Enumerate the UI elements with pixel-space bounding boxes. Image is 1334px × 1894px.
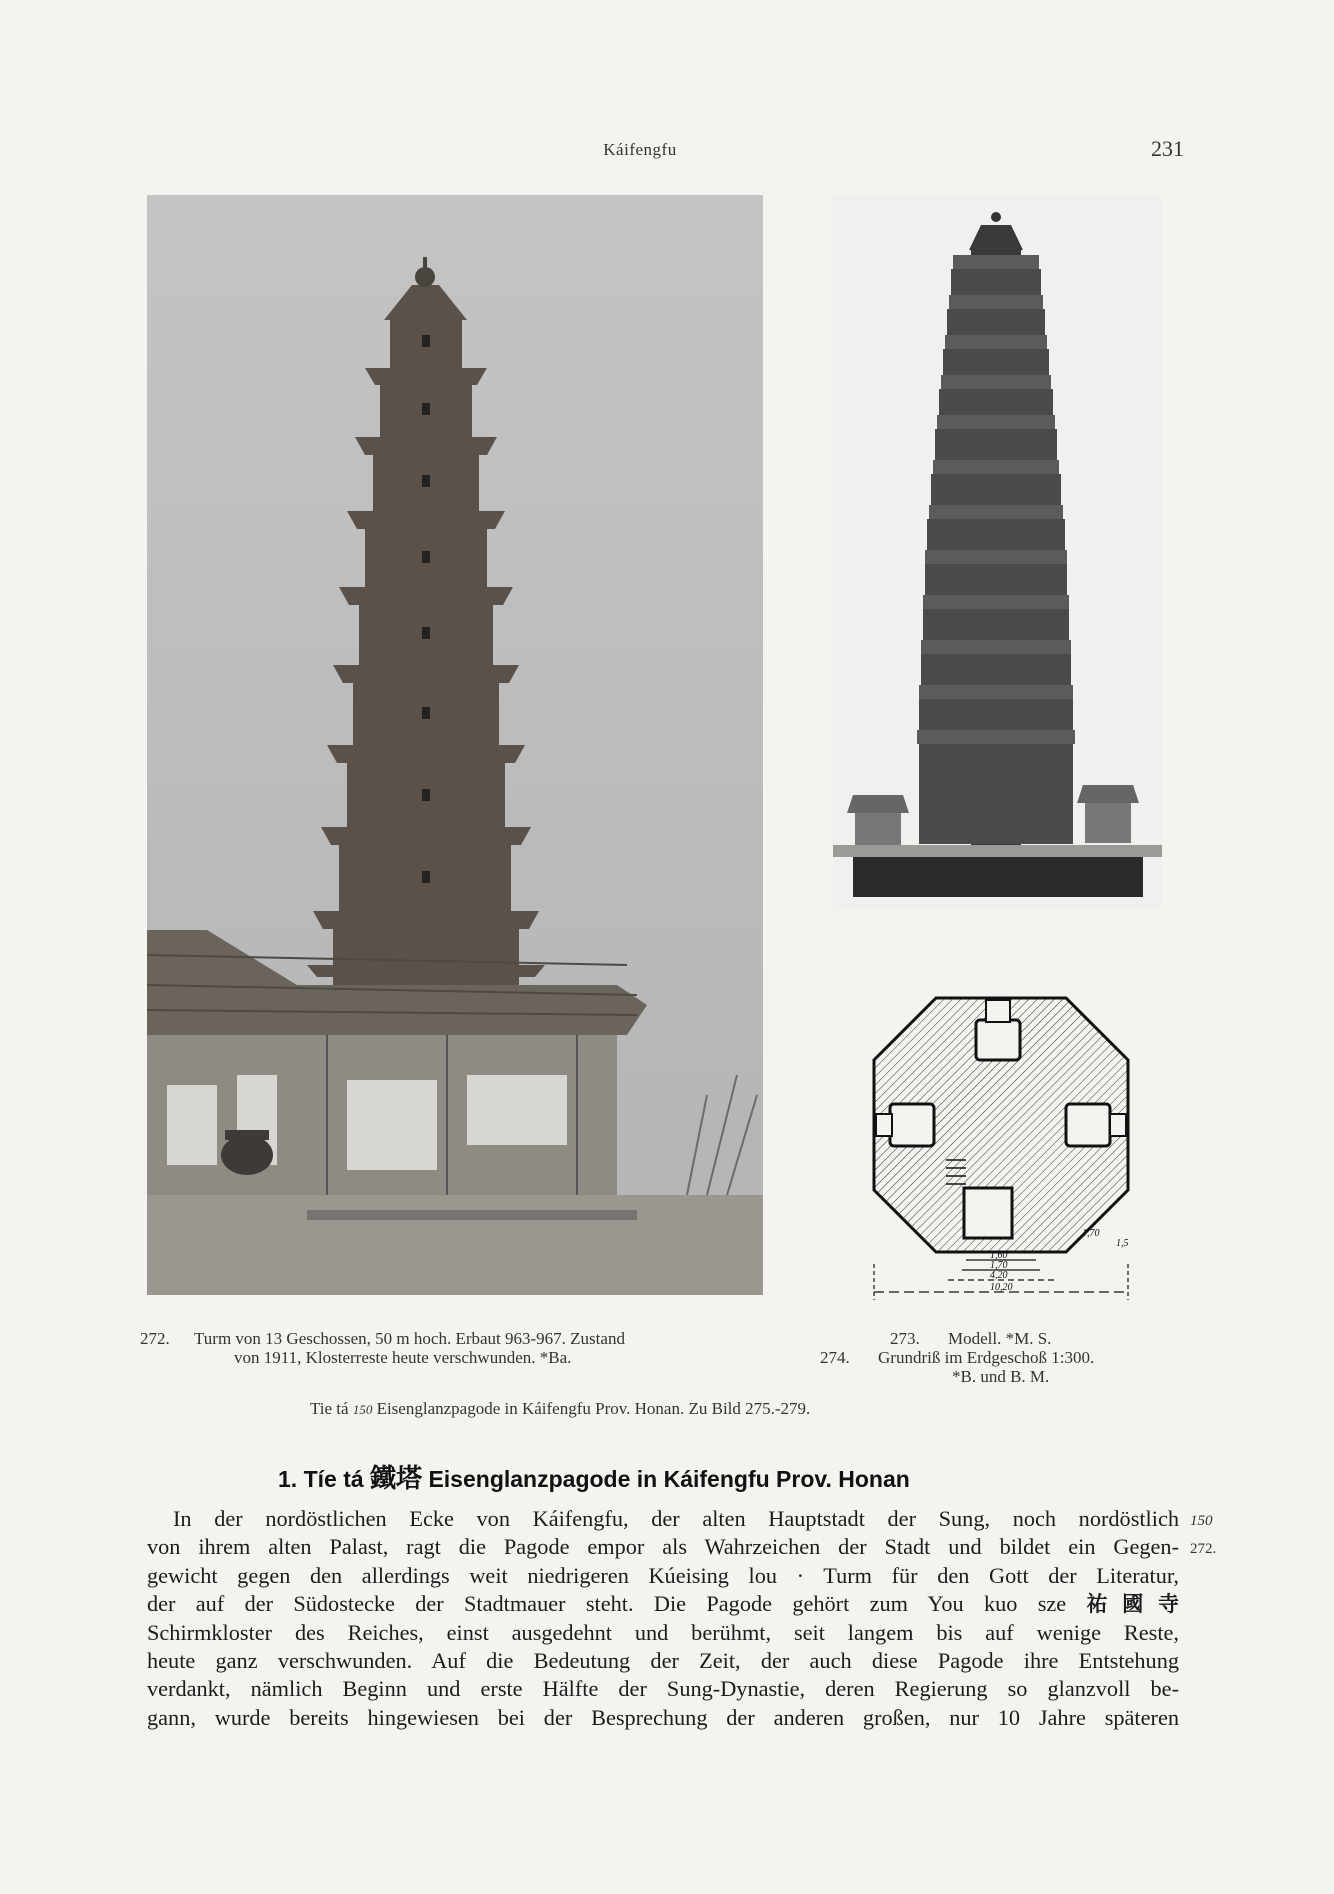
ground-plan-diagram (866, 992, 1136, 1302)
pagoda-model-photo (833, 195, 1162, 910)
plan-dim-0: 1,70 (1082, 1228, 1100, 1239)
running-head: Káifengfu (603, 140, 677, 159)
body-line: Schirmkloster des Reiches, einst ausgedehnt und berühmt, seit langem bis auf wenige Reste, (147, 1619, 1179, 1645)
body-line: heute ganz verschwunden. Auf die Bedeutung der Zeit, der auch diese Pagode ihre Entstehung (147, 1648, 1179, 1674)
iron-pagoda-photo (147, 195, 763, 1295)
heading-number: 1. (278, 1466, 298, 1492)
caption-274-number: 274. (820, 1348, 850, 1367)
page-number: 231 (1151, 136, 1184, 161)
body-line: verdankt, nämlich Beginn und erste Hälfte der Sung-Dynastie, deren Regierung so glanzvoll be- (147, 1676, 1179, 1702)
caption-273-number: 273. (890, 1329, 920, 1348)
ground-plan-svg (866, 992, 1136, 1302)
section-heading (278, 1458, 1058, 1495)
body-line: von ihrem alten Palast, ragt die Pagode empor als Wahrzeichen der Stadt und bildet ein Gegen- (147, 1534, 1179, 1560)
body-line-with-chinese (147, 1590, 1179, 1618)
body-line: gewicht gegen den allerdings weit niedrigeren Kúeising lou · Turm für den Gott der Literatur, (147, 1562, 1179, 1588)
summary-post: Eisenglanzpagode in Káifengfu Prov. Honan. Zu Bild 275.-279. (376, 1399, 811, 1418)
caption-272-line1: Turm von 13 Geschossen, 50 m hoch. Erbaut 963-967. Zustand (194, 1329, 625, 1348)
heading-title: Eisenglanzpagode in Káifengfu Prov. Honan (428, 1466, 910, 1492)
heading-chinese: 鐵塔 (370, 1464, 423, 1494)
plan-dim-3: 4,20 (990, 1270, 1008, 1281)
body-line-4-chinese: 祐國寺 (1086, 1591, 1180, 1617)
plan-dim-1: 1,60 (990, 1250, 1008, 1261)
caption-fig-273-274 (820, 1329, 1180, 1386)
plan-dim-2: 1,70 (990, 1260, 1008, 1271)
margin-reference-272: 272. (1190, 1541, 1217, 1557)
plan-dim-4: 10,20 (990, 1282, 1013, 1293)
body-line-4-text: der auf der Südostecke der Stadtmauer steht. Die Pagode gehört zum You kuo sze (147, 1591, 1067, 1617)
body-paragraph (147, 1505, 1179, 1732)
summary-number: 150 (352, 1402, 373, 1417)
margin-reference-150: 150 (1190, 1513, 1213, 1529)
pagoda-model-illustration (833, 195, 1162, 910)
caption-272-line2: von 1911, Klosterreste heute verschwunden. *Ba. (234, 1348, 572, 1367)
caption-fig-272 (140, 1329, 780, 1367)
caption-274-line1: Grundriß im Erdgeschoß 1:300. (878, 1348, 1095, 1367)
plan-dim-5: 1,5 (1116, 1238, 1129, 1249)
caption-273-text: Modell. *M. S. (948, 1329, 1052, 1348)
body-line: gann, wurde bereits hingewiesen bei der Besprechung der anderen großen, nur 10 Jahre späteren (147, 1704, 1179, 1730)
caption-272-number: 272. (140, 1329, 170, 1348)
figure-summary-line (310, 1399, 1030, 1419)
summary-pre: Tie tá (310, 1399, 349, 1418)
heading-romanized: Tíe tá (303, 1466, 364, 1492)
caption-274-line2: *B. und B. M. (952, 1367, 1050, 1386)
iron-pagoda-illustration (147, 195, 763, 1295)
body-line: In der nordöstlichen Ecke von Káifengfu, der alten Hauptstadt der Sung, noch nordöstlich (173, 1506, 1179, 1531)
